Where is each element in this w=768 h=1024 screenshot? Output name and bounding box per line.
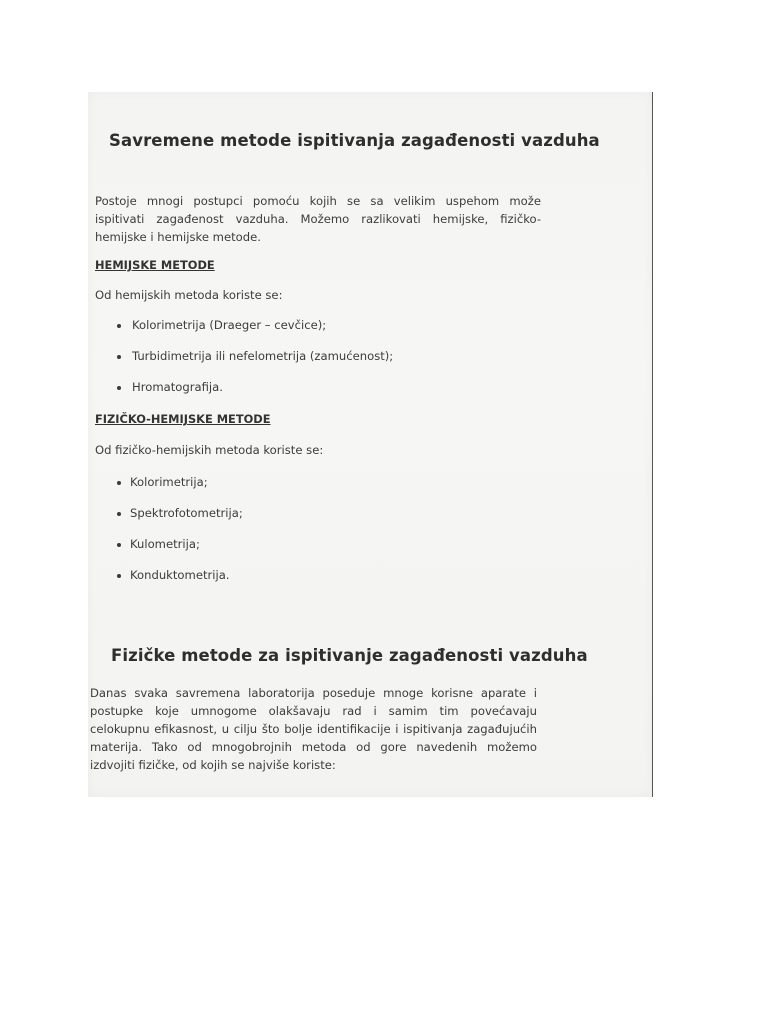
bullet-icon <box>117 481 121 485</box>
bullet-icon <box>117 574 121 578</box>
physicochemical-methods-intro: Od fizičko-hemijskih metoda koriste se: <box>95 443 324 457</box>
list-item-text: Kolorimetrija; <box>130 475 208 489</box>
bullet-icon <box>117 324 121 328</box>
list-item-text: Konduktometrija. <box>130 568 230 582</box>
intro-line: ispitivati zagađenost vazduha. Možemo razlikovati hemijske, fizičko- <box>95 212 541 226</box>
chemical-methods-heading: HEMIJSKE METODE <box>95 258 215 272</box>
list-item-text: Turbidimetrija ili nefelometrija (zamućenost); <box>132 349 394 363</box>
bullet-icon <box>117 386 121 390</box>
intro-paragraph <box>95 192 541 246</box>
list-item-text: Spektrofotometrija; <box>130 506 243 520</box>
intro-line: Postoje mnogi postupci pomoću kojih se sa velikim uspehom može <box>95 194 541 208</box>
intro-line: hemijske i hemijske metode. <box>95 230 261 244</box>
physical-methods-paragraph <box>90 684 537 774</box>
physical-methods-title: Fizičke metode za ispitivanje zagađenosti vazduha <box>111 646 588 665</box>
chemical-methods-intro: Od hemijskih metoda koriste se: <box>95 288 283 302</box>
paragraph-line: celokupnu efikasnost, u cilju što bolje identifikacije i ispitivanja zagađujućih <box>90 722 537 736</box>
paragraph-line: postupke koje umnogome olakšavaju rad i samim tim povećavaju <box>90 704 537 718</box>
list-item-text: Kolorimetrija (Draeger – cevčice); <box>132 318 327 332</box>
paragraph-line: materija. Tako od mnogobrojnih metoda od gore navedenih možemo <box>90 740 537 754</box>
bullet-icon <box>117 543 121 547</box>
bullet-icon <box>117 512 121 516</box>
document-title: Savremene metode ispitivanja zagađenosti vazduha <box>109 131 600 150</box>
paragraph-line: izdvojiti fizičke, od kojih se najviše koriste: <box>90 758 336 772</box>
paragraph-line: Danas svaka savremena laboratorija poseduje mnoge korisne aparate i <box>90 686 537 700</box>
list-item-text: Kulometrija; <box>130 537 200 551</box>
physicochemical-methods-heading: FIZIČKO-HEMIJSKE METODE <box>95 412 271 426</box>
list-item-text: Hromatografija. <box>132 380 223 394</box>
bullet-icon <box>117 355 121 359</box>
